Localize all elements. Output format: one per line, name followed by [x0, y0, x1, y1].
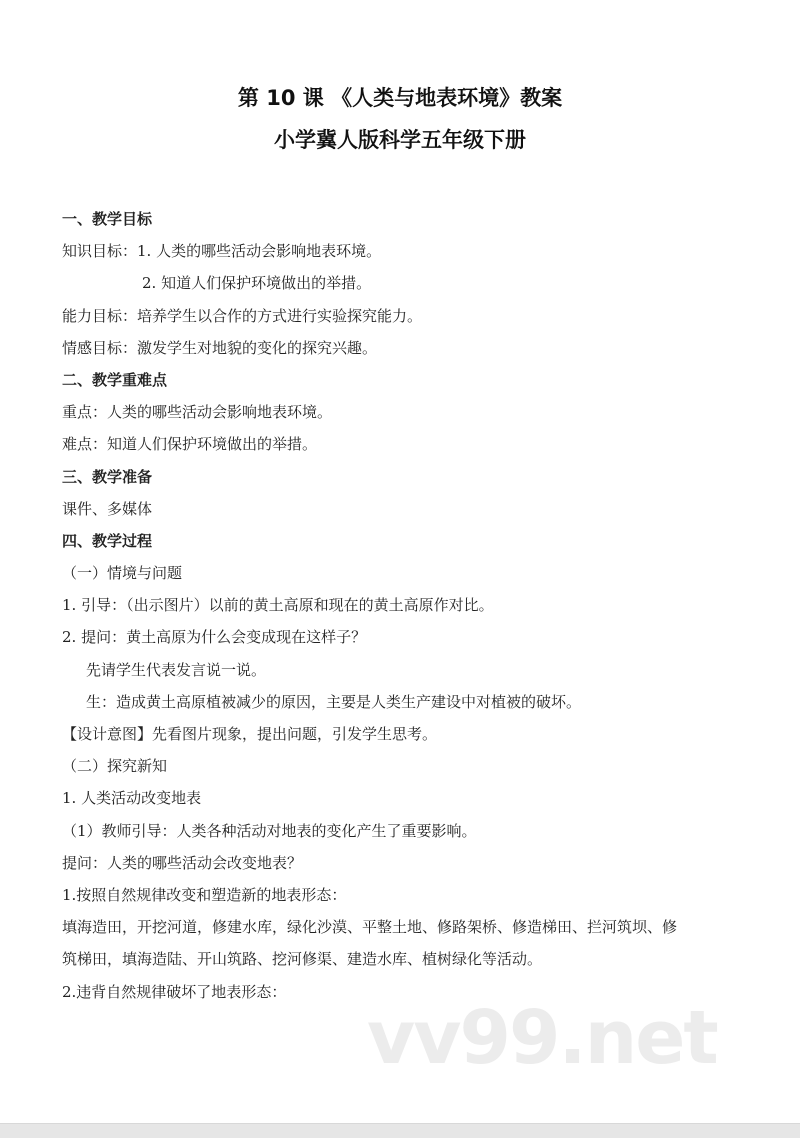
text-line: 课件、多媒体 [62, 499, 153, 518]
text-line: 先请学生代表发言说一说。 [86, 660, 267, 679]
text-line: 能力目标：培养学生以合作的方式进行实验探究能力。 [62, 306, 423, 325]
text-line: 1. 人类活动改变地表 [62, 789, 202, 808]
text-line: 知识目标：1. 人类的哪些活动会影响地表环境。 [62, 242, 382, 261]
document-title: 第 10 课 《人类与地表环境》教案 [237, 86, 563, 110]
text-line: 提问：人类的哪些活动会改变地表？ [62, 853, 303, 872]
text-line: 生：造成黄土高原植被减少的原因，主要是人类生产建设中对植被的破坏。 [86, 692, 582, 711]
text-line: 情感目标：激发学生对地貌的变化的探究兴趣。 [62, 338, 378, 357]
text-line: （二）探究新知 [62, 757, 168, 776]
text-line: 2. 知道人们保护环境做出的举措。 [142, 274, 372, 293]
section-heading: 三、教学准备 [62, 467, 153, 486]
text-line: 2.违背自然规律破坏了地表形态： [62, 982, 287, 1001]
text-line: 【设计意图】先看图片现象，提出问题，引发学生思考。 [62, 725, 438, 743]
document-body [62, 203, 742, 1008]
text-line: 筑梯田，填海造陆、开山筑路、挖河修渠、建造水库、植树绿化等活动。 [62, 950, 543, 969]
text-line: 填海造田，开挖河道，修建水库，绿化沙漠、平整土地、修路架桥、修造梯田、拦河筑坝、修 [62, 918, 678, 937]
section-heading: 二、教学重难点 [62, 370, 168, 389]
text-line: 1.按照自然规律改变和塑造新的地表形态： [62, 885, 347, 904]
text-line: 难点：知道人们保护环境做出的举措。 [62, 435, 318, 454]
watermark: vv99.net [367, 995, 717, 1081]
text-line: （一）情境与问题 [62, 564, 183, 583]
text-line: 重点：人类的哪些活动会影响地表环境。 [62, 403, 333, 422]
section-heading: 四、教学过程 [62, 531, 153, 550]
page-bottom-edge [0, 1123, 800, 1138]
document-subtitle: 小学冀人版科学五年级下册 [274, 128, 526, 152]
text-line: 2. 提问：黄土高原为什么会变成现在这样子？ [62, 628, 367, 647]
section-heading: 一、教学目标 [62, 210, 153, 228]
text-line: 1. 引导：（出示图片）以前的黄土高原和现在的黄土高原作对比。 [62, 596, 494, 615]
text-line: （1）教师引导：人类各种活动对地表的变化产生了重要影响。 [62, 821, 477, 840]
